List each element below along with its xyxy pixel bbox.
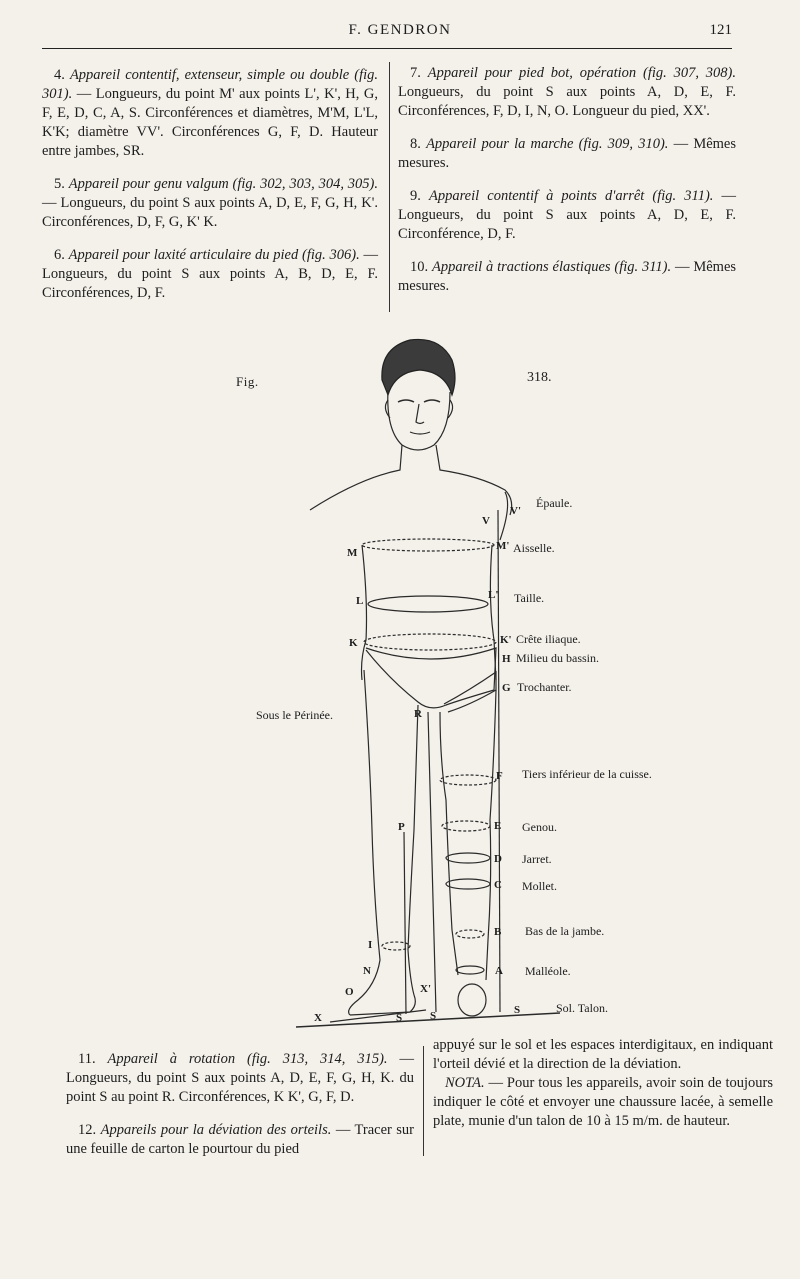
neck-left (310, 445, 402, 510)
aisselle-circ (362, 539, 494, 551)
label-genou: Genou. (522, 820, 557, 834)
item-6: 6. Appareil pour laxité articulaire du pied (fig. 306). — Longueurs, du point S aux points A, B, D, E, F. Circonférences, D, F. (42, 247, 379, 301)
item-12: 12. Appareils pour la déviation des orteils. — Tracer sur une feuille de carton le pourtour du pied (66, 1122, 415, 1157)
jarret-circ (446, 853, 490, 863)
point-g: G (502, 682, 511, 694)
point-l-prime: L' (488, 589, 499, 601)
item-12-continuation: appuyé sur le sol et les espaces interdigitaux, en indiquant l'orteil dévié et la direction de la déviation. (433, 1037, 773, 1072)
item-7: 7. Appareil pour pied bot, opération (fig. 307, 308). Longueurs, du point S aux points A, D, E, F. Circonférences, F, D, I, N, O. Longueur du pied, XX'. (398, 65, 736, 119)
item-11: 11. Appareil à rotation (fig. 313, 314, 315). — Longueurs, du point S aux points A, D, E, F, G, H, K. du point S au point R. Circonférences, K K', G, F, D. (66, 1051, 415, 1105)
item-8: 8. Appareil pour la marche (fig. 309, 310). — Mêmes mesures. (398, 136, 737, 171)
face-nose (416, 404, 424, 424)
taille-circ (368, 596, 488, 612)
bottom-right-column (433, 1036, 773, 1145)
label-milieu-bassin: Milieu du bassin. (516, 651, 599, 665)
point-p: P (398, 821, 405, 833)
cuisse-circ (440, 775, 496, 785)
label-jarret: Jarret. (522, 852, 552, 866)
bottom-left-column (66, 1050, 414, 1173)
point-e: E (494, 820, 502, 832)
item-9: 9. Appareil contentif à points d'arrêt (fig. 311). — Longueurs, du point S aux points A, D, E, F. Circonférence, D, F. (398, 188, 736, 242)
point-n: N (363, 965, 371, 977)
nota-paragraph: NOTA. — Pour tous les appareils, avoir soin de toujours indiquer le côté et envoyer une chaussure lacée, à semelle plate, munie d'un talon de 10 à 15 m/m. de hauteur. (433, 1075, 774, 1129)
ears (385, 400, 452, 418)
label-malleole: Malléole. (525, 964, 571, 978)
left-leg-outer (349, 670, 380, 1015)
point-h: H (502, 653, 511, 665)
label-bas-jambe: Bas de la jambe. (525, 924, 605, 938)
genou-circ (442, 821, 490, 831)
label-sous-perinee: Sous le Périnée. (256, 708, 333, 722)
point-k-prime: K' (500, 634, 512, 646)
neck-right (436, 445, 512, 515)
label-aisselle: Aisselle. (513, 541, 555, 555)
head (388, 390, 450, 450)
point-s-center: S (430, 1010, 437, 1022)
page-number: 121 (709, 22, 732, 38)
running-header: F. GENDRON (348, 22, 452, 38)
point-a: A (495, 965, 503, 977)
label-epaule: Épaule. (536, 496, 573, 510)
point-l: L (356, 595, 364, 607)
point-f: F (496, 770, 503, 782)
right-heel (458, 984, 486, 1016)
label-taille: Taille. (514, 591, 545, 605)
hair (382, 339, 455, 395)
left-leg-inner (408, 705, 418, 995)
item-5: 5. Appareil pour genu valgum (fig. 302, 303, 304, 305). — Longueurs, du point S aux points A, D, E, F, G, H, K'. Circonférences, D, F, G, K' K. (42, 176, 378, 230)
figure-number: 318. (527, 370, 552, 385)
point-d: D (494, 853, 502, 865)
point-r: R (414, 708, 422, 720)
item-10: 10. Appareil à tractions élastiques (fig. 311). — Mêmes mesures. (398, 259, 737, 294)
point-s-left: S (396, 1012, 403, 1024)
left-leg-measure (404, 832, 406, 1014)
item-4: 4. Appareil contentif, extenseur, simple ou double (fig. 301). — Longueurs, du point M' aux points L', K', H, G, F, E, D, C, A, S. Circonférences et diamètres, M'M, L'L, K'K; diamètre VV'. Circonférences G, F, D. Hauteur entre jambes, SR. (42, 67, 378, 159)
point-i: I (368, 939, 373, 951)
torso-left (362, 545, 367, 680)
point-x-prime: X' (420, 983, 431, 995)
point-b: B (494, 926, 502, 938)
label-trochanter: Trochanter. (517, 680, 572, 694)
mollet-circ (446, 879, 490, 889)
point-v: V (482, 515, 490, 527)
label-sol-talon: Sol. Talon. (556, 1001, 608, 1015)
pelvis (366, 648, 496, 708)
label-crete-iliaque: Crête iliaque. (516, 632, 581, 646)
figure-label: Fig. (236, 374, 259, 389)
point-k: K (349, 637, 358, 649)
point-c: C (494, 879, 502, 891)
column-divider-bottom (423, 1046, 424, 1156)
inner-measure-line (428, 712, 436, 1012)
jambe-circ (456, 930, 484, 938)
point-v-prime: V' (510, 505, 521, 517)
face-mouth (410, 432, 430, 434)
point-s-right: S (514, 1004, 521, 1016)
point-m: M (347, 547, 358, 559)
label-cuisse: Tiers inférieur de la cuisse. (522, 767, 652, 781)
shoulder-right (500, 492, 508, 540)
point-m-prime: M' (496, 540, 510, 552)
point-o: O (345, 986, 354, 998)
point-x: X (314, 1012, 322, 1024)
ground-line (296, 1013, 560, 1027)
right-leg-inner (440, 712, 458, 975)
crete-circ (364, 634, 496, 650)
label-mollet: Mollet. (522, 879, 557, 893)
malleole-circ (456, 966, 484, 974)
face-eyes (398, 400, 440, 402)
